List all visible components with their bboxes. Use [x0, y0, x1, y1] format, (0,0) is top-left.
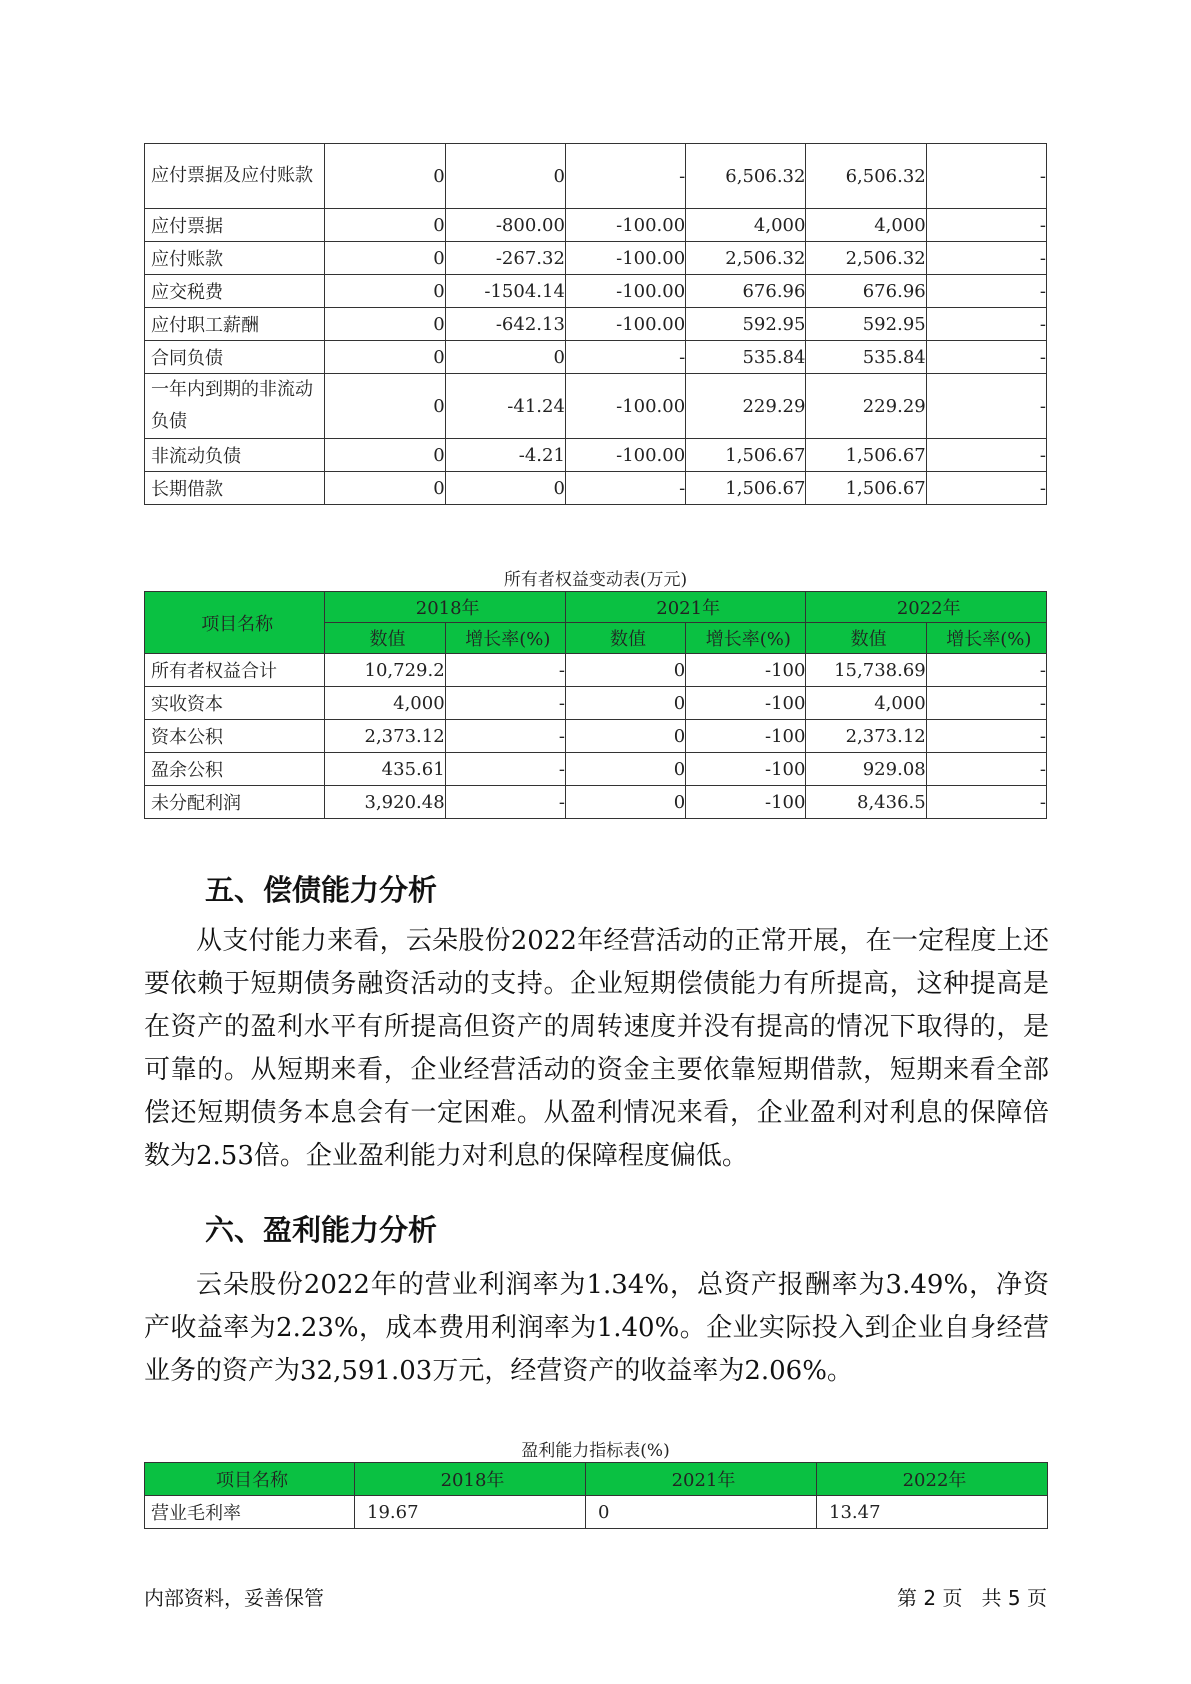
header-growth: 增长率(%) [445, 623, 565, 654]
table-cell: -100 [686, 753, 806, 786]
header-year-2018: 2018年 [325, 592, 566, 623]
row-label: 非流动负债 [145, 439, 325, 472]
table-cell: 435.61 [325, 753, 445, 786]
table-row [145, 275, 1047, 308]
table-cell: - [926, 209, 1046, 242]
table-cell: 676.96 [806, 275, 926, 308]
table-cell: - [926, 275, 1046, 308]
table-cell: -100.00 [565, 275, 685, 308]
table-cell: - [926, 144, 1046, 209]
profit-table-body [145, 1496, 1048, 1529]
table-cell: 1,506.67 [686, 472, 806, 505]
table-cell: 535.84 [686, 341, 806, 374]
row-label: 实收资本 [145, 687, 325, 720]
table-cell: - [926, 308, 1046, 341]
table-cell: -267.32 [445, 242, 565, 275]
table-cell: 13.47 [817, 1496, 1048, 1529]
table-row [145, 654, 1047, 687]
row-label: 资本公积 [145, 720, 325, 753]
table-row [145, 341, 1047, 374]
table-cell: 0 [325, 242, 445, 275]
table-cell: 0 [325, 374, 445, 439]
table-cell: 4,000 [806, 209, 926, 242]
table-cell: 592.95 [686, 308, 806, 341]
table-cell: 929.08 [806, 753, 926, 786]
table-cell: 229.29 [686, 374, 806, 439]
table-cell: - [445, 654, 565, 687]
header-year-2022: 2022年 [806, 592, 1047, 623]
equity-header-row [145, 592, 1047, 623]
table-cell: -100 [686, 687, 806, 720]
table-cell: 0 [565, 753, 685, 786]
section-heading-solvency: 五、偿债能力分析 [205, 873, 438, 907]
row-label: 营业毛利率 [145, 1496, 355, 1529]
table-row [145, 209, 1047, 242]
table-cell: 0 [325, 341, 445, 374]
table-cell: - [926, 687, 1046, 720]
table-cell: 2,373.12 [806, 720, 926, 753]
table-cell: 535.84 [806, 341, 926, 374]
section-heading-profitability: 六、盈利能力分析 [205, 1213, 438, 1247]
table-row [145, 687, 1047, 720]
table-cell: 8,436.5 [806, 786, 926, 819]
table-cell: - [926, 786, 1046, 819]
table-cell: 1,506.67 [806, 472, 926, 505]
table-cell: - [445, 720, 565, 753]
header-value: 数值 [565, 623, 685, 654]
table-cell: -800.00 [445, 209, 565, 242]
header-year-2021: 2021年 [586, 1463, 817, 1496]
table-cell: 19.67 [355, 1496, 586, 1529]
header-item-name: 项目名称 [145, 1463, 355, 1496]
profitability-table [144, 1462, 1048, 1529]
table-cell: -1504.14 [445, 275, 565, 308]
table-cell: -100 [686, 654, 806, 687]
liabilities-table-body [145, 144, 1047, 505]
table-cell: -100 [686, 720, 806, 753]
table-cell: - [926, 720, 1046, 753]
row-label: 应交税费 [145, 275, 325, 308]
table-cell: 1,506.67 [686, 439, 806, 472]
equity-table-caption: 所有者权益变动表(万元) [503, 570, 688, 590]
table-cell: 0 [565, 786, 685, 819]
table-cell: 10,729.2 [325, 654, 445, 687]
header-year-2022: 2022年 [817, 1463, 1048, 1496]
table-cell: -100.00 [565, 209, 685, 242]
table-cell: - [565, 341, 685, 374]
table-cell: 4,000 [686, 209, 806, 242]
table-cell: 4,000 [806, 687, 926, 720]
header-year-2021: 2021年 [565, 592, 806, 623]
footer-confidential-note: 内部资料，妥善保管 [144, 1586, 324, 1610]
table-cell: -100 [686, 786, 806, 819]
table-cell: 15,738.69 [806, 654, 926, 687]
table-row [145, 472, 1047, 505]
table-cell: - [926, 472, 1046, 505]
header-value: 数值 [806, 623, 926, 654]
table-cell: - [926, 753, 1046, 786]
table-cell: -100.00 [565, 308, 685, 341]
row-label: 应付票据 [145, 209, 325, 242]
table-cell: - [926, 242, 1046, 275]
table-cell: 0 [586, 1496, 817, 1529]
row-label: 合同负债 [145, 341, 325, 374]
table-cell: 0 [325, 472, 445, 505]
row-label: 未分配利润 [145, 786, 325, 819]
table-cell: 4,000 [325, 687, 445, 720]
equity-change-table [144, 591, 1047, 819]
table-cell: 592.95 [806, 308, 926, 341]
table-row [145, 786, 1047, 819]
table-cell: 3,920.48 [325, 786, 445, 819]
table-cell: 2,506.32 [806, 242, 926, 275]
table-cell: - [926, 374, 1046, 439]
table-row [145, 439, 1047, 472]
row-label: 应付账款 [145, 242, 325, 275]
table-cell: 676.96 [686, 275, 806, 308]
profit-table-caption: 盈利能力指标表(%) [521, 1441, 670, 1461]
table-cell: 0 [325, 209, 445, 242]
table-cell: 2,373.12 [325, 720, 445, 753]
table-cell: 0 [325, 275, 445, 308]
table-cell: 0 [565, 654, 685, 687]
row-label: 所有者权益合计 [145, 654, 325, 687]
profit-header-row [145, 1463, 1048, 1496]
row-label: 一年内到期的非流动负债 [145, 374, 325, 439]
table-cell: 6,506.32 [686, 144, 806, 209]
table-cell: - [926, 341, 1046, 374]
table-row [145, 1496, 1048, 1529]
table-cell: 1,506.67 [806, 439, 926, 472]
table-cell: - [565, 472, 685, 505]
table-row [145, 242, 1047, 275]
table-cell: 6,506.32 [806, 144, 926, 209]
header-growth: 增长率(%) [686, 623, 806, 654]
table-cell: 0 [445, 341, 565, 374]
table-row [145, 753, 1047, 786]
row-label: 应付职工薪酬 [145, 308, 325, 341]
table-cell: 0 [445, 144, 565, 209]
table-cell: -100.00 [565, 439, 685, 472]
table-cell: - [926, 439, 1046, 472]
table-cell: 0 [325, 439, 445, 472]
table-cell: 0 [325, 144, 445, 209]
profitability-paragraph: 云朵股份2022年的营业利润率为1.34%，总资产报酬率为3.49%，净资产收益率为2.23%，成本费用利润率为1.40%。企业实际投入到企业自身经营业务的资产为32,591.03万元，经营资产的收益率为2.06%。 [144, 1270, 1049, 1386]
table-cell: 0 [565, 687, 685, 720]
header-year-2018: 2018年 [355, 1463, 586, 1496]
table-row [145, 308, 1047, 341]
table-cell: 0 [445, 472, 565, 505]
table-cell: -4.21 [445, 439, 565, 472]
table-cell: - [445, 786, 565, 819]
table-cell: - [565, 144, 685, 209]
table-cell: - [926, 654, 1046, 687]
footer-page-number: 第 2 页 共 5 页 [897, 1586, 1047, 1610]
header-item-name: 项目名称 [145, 592, 325, 654]
header-growth: 增长率(%) [926, 623, 1046, 654]
table-cell: - [445, 687, 565, 720]
table-cell: 0 [325, 308, 445, 341]
row-label: 盈余公积 [145, 753, 325, 786]
row-label: 应付票据及应付账款 [145, 144, 325, 209]
table-cell: 229.29 [806, 374, 926, 439]
row-label: 长期借款 [145, 472, 325, 505]
table-cell: 2,506.32 [686, 242, 806, 275]
table-cell: -100.00 [565, 242, 685, 275]
table-row [145, 374, 1047, 439]
table-cell: -642.13 [445, 308, 565, 341]
equity-table-body [145, 654, 1047, 819]
table-row [145, 144, 1047, 209]
liabilities-table [144, 143, 1047, 505]
table-cell: 0 [565, 720, 685, 753]
table-row [145, 720, 1047, 753]
table-cell: -100.00 [565, 374, 685, 439]
solvency-paragraph: 从支付能力来看，云朵股份2022年经营活动的正常开展，在一定程度上还要依赖于短期债务融资活动的支持。企业短期偿债能力有所提高，这种提高是在资产的盈利水平有所提高但资产的周转速度并没有提高的情况下取得的，是可靠的。从短期来看，企业经营活动的资金主要依靠短期借款，短期来看全部偿还短期债务本息会有一定困难。从盈利情况来看，企业盈利对利息的保障倍数为2.53倍。企业盈利能力对利息的保障程度偏低。 [144, 926, 1049, 1171]
table-cell: - [445, 753, 565, 786]
header-value: 数值 [325, 623, 445, 654]
table-cell: -41.24 [445, 374, 565, 439]
